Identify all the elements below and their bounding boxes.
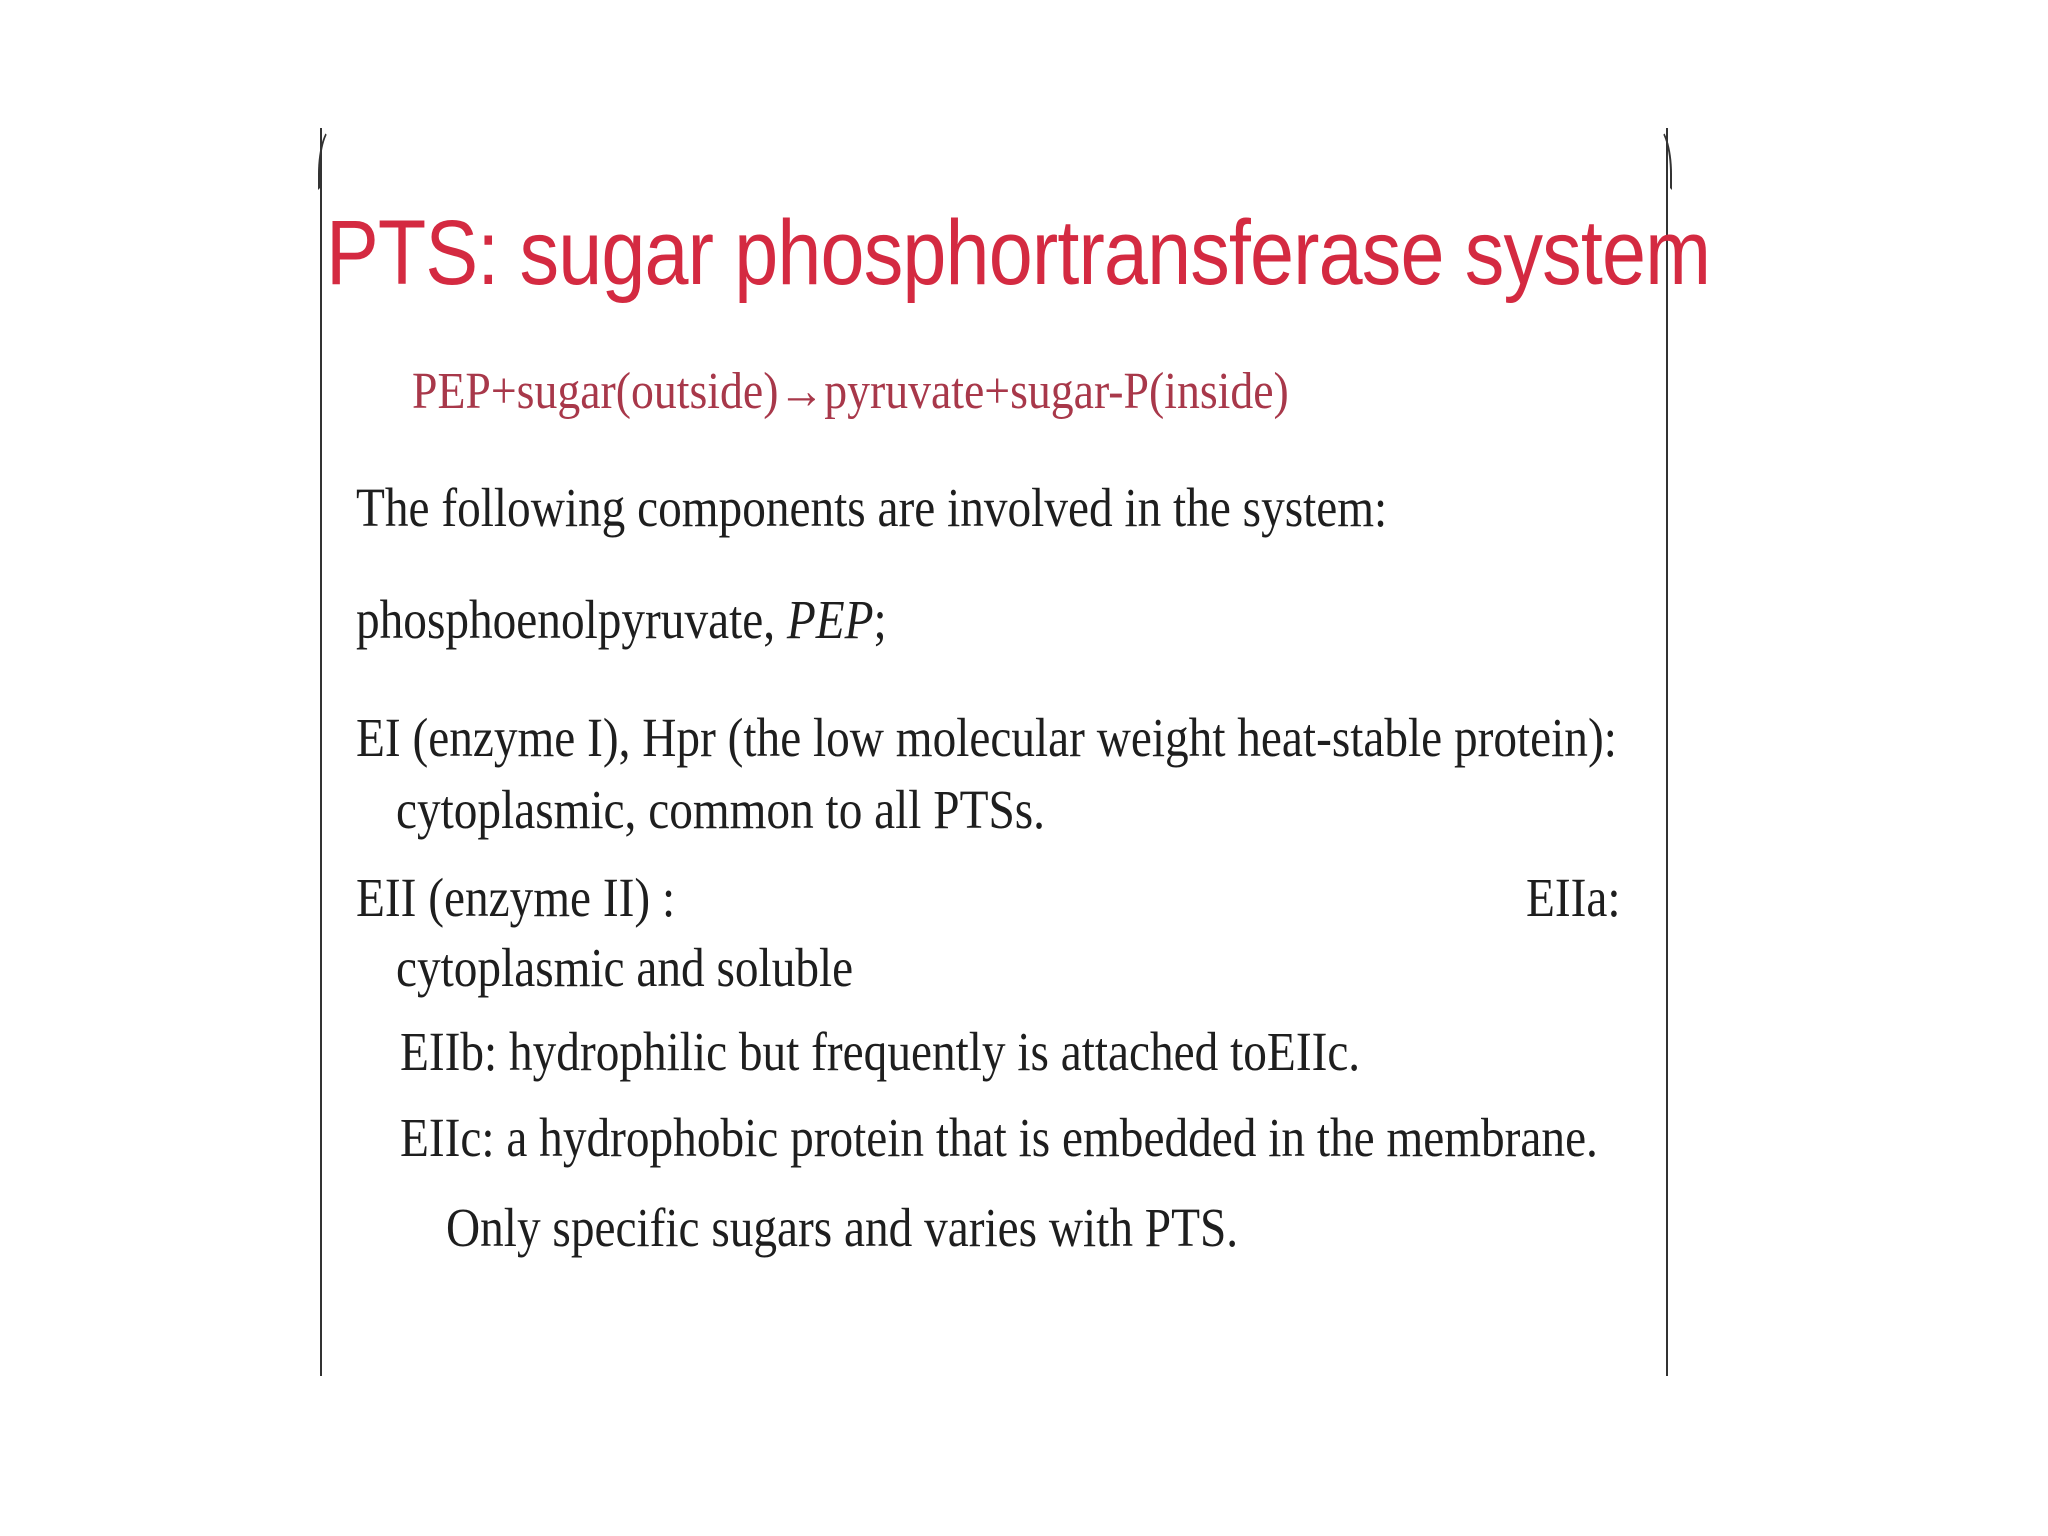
reaction-equation: PEP+sugar(outside)→pyruvate+sugar-P(inside) [412, 363, 1289, 420]
eiia-label: EIIa: [1526, 867, 1621, 928]
ei-line-continued: cytoplasmic, common to all PTSs. [396, 779, 1046, 840]
eii-line-continued: cytoplasmic and soluble [396, 937, 854, 998]
pep-abbreviation: PEP [786, 589, 874, 650]
pep-line [356, 586, 887, 654]
eiib-line: EIIb: hydrophilic but frequently is attached toEIIc. [400, 1021, 1361, 1082]
slide-title: PTS: sugar phosphortransferase system [326, 202, 1711, 304]
pep-line-end: ; [873, 589, 887, 650]
frame-border-left [320, 128, 322, 1376]
ei-line: EI (enzyme I), Hpr (the low molecular weight heat-stable protein): [356, 707, 1617, 768]
specific-sugars-line: Only specific sugars and varies with PTS. [446, 1197, 1239, 1258]
eiic-line: EIIc: a hydrophobic protein that is embedded in the membrane. [400, 1107, 1598, 1168]
eii-line: EII (enzyme II) : [356, 867, 676, 928]
frame-border-right [1666, 128, 1668, 1376]
intro-text: The following components are involved in the system: [356, 477, 1388, 538]
pep-line-text: phosphoenolpyruvate, [356, 589, 787, 650]
frame-corner-right [1656, 126, 1672, 190]
